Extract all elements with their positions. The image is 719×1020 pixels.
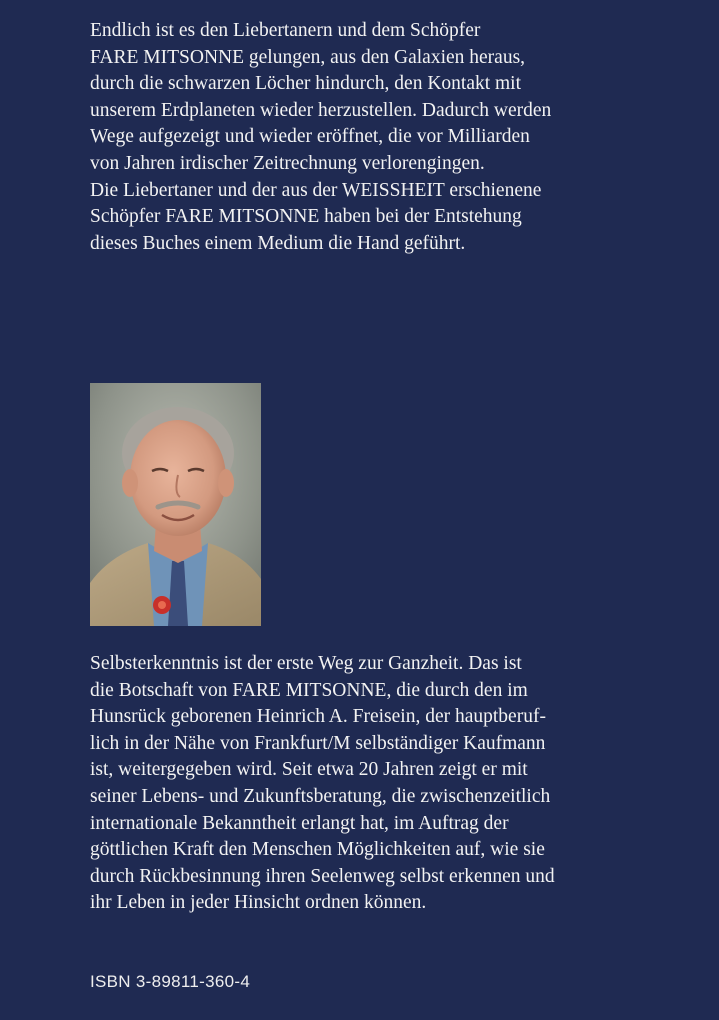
bio-line: Selbsterkenntnis ist der erste Weg zur Ganzheit. Das ist [90, 653, 522, 674]
intro-line: durch die schwarzen Löcher hindurch, den Kontakt mit [90, 73, 522, 95]
author-bio-paragraph [90, 651, 690, 917]
intro-paragraph [90, 18, 690, 257]
author-photo-illustration [90, 383, 261, 626]
bio-line: seiner Lebens- und Zukunftsberatung, die zwischenzeitlich [90, 785, 551, 807]
bio-line: ihr Leben in jeder Hinsicht ordnen können. [90, 892, 427, 914]
intro-line: Wege aufgezeigt und wieder eröffnet, die vor Milliarden [90, 126, 530, 148]
intro-line: Die Liebertaner und der aus der WEISSHEIT erschienene [90, 179, 542, 201]
isbn-label: ISBN 3-89811-360-4 [90, 972, 251, 991]
intro-line: Schöpfer FARE MITSONNE haben bei der Entstehung [90, 206, 522, 228]
bio-line: durch Rückbesinnung ihren Seelenweg selbst erkennen und [90, 865, 555, 887]
bio-line: die Botschaft von FARE MITSONNE, die durch den im [90, 679, 528, 701]
bio-line: göttlichen Kraft den Menschen Möglichkeiten auf, wie sie [90, 839, 545, 861]
intro-line: dieses Buches einem Medium die Hand geführt. [90, 232, 466, 254]
bio-line: ist, weitergegeben wird. Seit etwa 20 Jahren zeigt er mit [90, 759, 528, 781]
intro-line: unserem Erdplaneten wieder herzustellen. Dadurch werden [90, 99, 552, 121]
bio-line: lich in der Nähe von Frankfurt/M selbständiger Kaufmann [90, 732, 546, 754]
intro-line: FARE MITSONNE gelungen, aus den Galaxien heraus, [90, 46, 526, 68]
bio-line: Hunsrück geborenen Heinrich A. Freisein, der hauptberuf- [90, 706, 546, 728]
intro-line: von Jahren irdischer Zeitrechnung verlorengingen. [90, 152, 485, 174]
author-portrait [90, 383, 261, 626]
bio-line: internationale Bekanntheit erlangt hat, im Auftrag der [90, 812, 509, 834]
intro-line: Endlich ist es den Liebertanern und dem Schöpfer [90, 20, 481, 41]
